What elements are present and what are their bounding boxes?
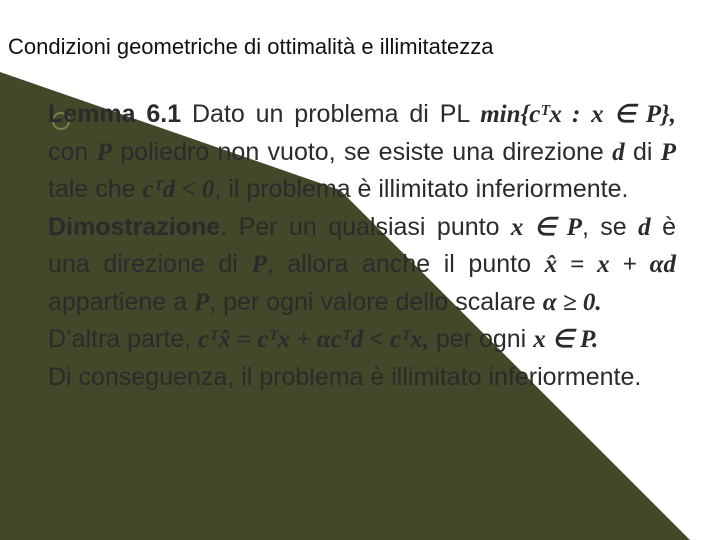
math-expression: x̂ = x + αd: [544, 251, 677, 278]
lemma-text: con: [48, 137, 89, 166]
proof-text: , allora anche il punto: [266, 250, 531, 278]
proof-label: Dimostrazione: [48, 212, 221, 241]
lemma-text: tale che: [48, 175, 136, 203]
math-expression: P: [96, 138, 112, 166]
slide-body: [48, 96, 676, 395]
proof-text: è una direzione di: [48, 212, 676, 278]
math-expression: min{cᵀx :: [480, 101, 581, 128]
math-expression: cᵀx̂ = cᵀx + αcᵀd < cᵀx,: [198, 326, 429, 353]
lemma-text: , il problema è illimitato inferiormente.: [214, 175, 629, 203]
conclusion-text: Di conseguenza, il problema è illimitato inferiormente.: [48, 362, 642, 391]
math-expression: x ∈ P.: [533, 326, 599, 353]
proof-text: appartiene a: [48, 287, 188, 316]
lemma-text: di: [632, 137, 653, 166]
math-expression: d: [638, 213, 651, 241]
lemma-text: Dato un problema di PL: [192, 100, 470, 128]
proof-text: , per ogni valore dello scalare: [209, 287, 536, 316]
math-expression: d: [612, 138, 625, 166]
lemma-text: poliedro non vuoto, se esiste una direzione: [120, 137, 604, 166]
lemma-paragraph: [48, 96, 676, 209]
other-paragraph: [48, 321, 676, 359]
proof-paragraph: [48, 209, 676, 322]
math-expression: P: [251, 251, 267, 278]
proof-text: , se: [581, 212, 627, 241]
lemma-label: Lemma 6.1: [48, 100, 182, 128]
proof-text: . Per un qualsiasi punto: [220, 212, 500, 241]
other-text: per ogni: [435, 325, 527, 353]
math-expression: α ≥ 0.: [542, 288, 602, 316]
math-expression: P: [660, 138, 677, 166]
math-expression: x ∈ P: [510, 213, 582, 241]
math-expression: P: [193, 288, 210, 316]
conclusion-paragraph: [48, 359, 676, 396]
math-expression: cᵀd < 0: [142, 176, 215, 203]
math-expression: x ∈ P},: [591, 101, 676, 128]
other-text: D’altra parte,: [48, 325, 192, 353]
slide-title: Condizioni geometriche di ottimalità e illimitatezza: [8, 34, 494, 59]
